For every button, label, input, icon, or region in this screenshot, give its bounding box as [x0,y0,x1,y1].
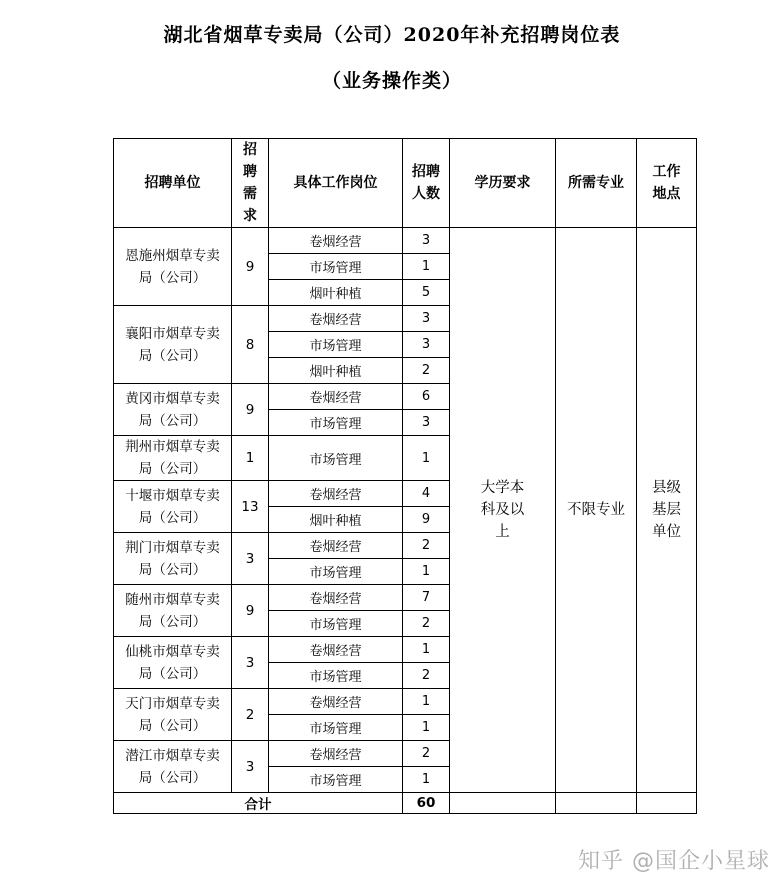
post-name: 市场管理 [269,663,403,689]
header-unit: 招聘单位 [114,139,232,228]
unit-need: 9 [232,228,269,306]
post-count: 9 [403,507,450,533]
post-name: 卷烟经营 [269,306,403,332]
post-count: 2 [403,663,450,689]
unit-need: 2 [232,689,269,741]
post-name: 烟叶种植 [269,280,403,306]
post-count: 7 [403,585,450,611]
post-name: 市场管理 [269,715,403,741]
unit-name: 十堰市烟草专卖局（公司） [114,481,232,533]
header-need: 招聘需求 [232,139,269,228]
post-name: 卷烟经营 [269,741,403,767]
post-count: 1 [403,559,450,585]
header-major: 所需专业 [556,139,637,228]
unit-name: 潜江市烟草专卖局（公司） [114,741,232,793]
post-name: 市场管理 [269,611,403,637]
post-count: 1 [403,767,450,793]
header-count: 招聘人数 [403,139,450,228]
total-empty-cell [450,793,556,814]
post-count: 1 [403,689,450,715]
unit-need: 1 [232,436,269,481]
post-name: 卷烟经营 [269,637,403,663]
post-count: 1 [403,254,450,280]
post-count: 4 [403,481,450,507]
post-count: 3 [403,306,450,332]
header-post: 具体工作岗位 [269,139,403,228]
unit-need: 9 [232,585,269,637]
total-row [114,793,697,814]
unit-name: 天门市烟草专卖局（公司） [114,689,232,741]
post-count: 1 [403,436,450,481]
post-count: 2 [403,741,450,767]
unit-need: 13 [232,481,269,533]
shared-major: 不限专业 [556,228,637,793]
shared-edu: 大学本科及以上 [450,228,556,793]
post-name: 卷烟经营 [269,689,403,715]
unit-name: 黄冈市烟草专卖局（公司） [114,384,232,436]
post-name: 烟叶种植 [269,507,403,533]
post-name: 市场管理 [269,410,403,436]
unit-name: 荆州市烟草专卖局（公司） [114,436,232,481]
post-name: 市场管理 [269,767,403,793]
post-name: 市场管理 [269,332,403,358]
post-count: 3 [403,332,450,358]
total-label: 合计 [114,793,403,814]
post-count: 1 [403,637,450,663]
post-count: 1 [403,715,450,741]
post-count: 3 [403,410,450,436]
watermark: 知乎 @国企小星球 [578,849,770,874]
post-name: 卷烟经营 [269,384,403,410]
post-name: 市场管理 [269,559,403,585]
recruitment-table [113,138,697,814]
unit-need: 8 [232,306,269,384]
post-count: 2 [403,358,450,384]
unit-name: 随州市烟草专卖局（公司） [114,585,232,637]
post-name: 卷烟经营 [269,585,403,611]
shared-place: 县级基层单位 [637,228,697,793]
header-place: 工作地点 [637,139,697,228]
post-count: 2 [403,611,450,637]
unit-need: 3 [232,533,269,585]
post-count: 3 [403,228,450,254]
post-count: 2 [403,533,450,559]
total-empty-cell [556,793,637,814]
post-name: 市场管理 [269,436,403,481]
post-name: 卷烟经营 [269,228,403,254]
unit-need: 3 [232,741,269,793]
unit-need: 9 [232,384,269,436]
document-title: 湖北省烟草专卖局（公司）2020年补充招聘岗位表 [163,24,621,46]
total-empty-cell [637,793,697,814]
table-row [114,228,697,254]
unit-name: 荆门市烟草专卖局（公司） [114,533,232,585]
post-name: 卷烟经营 [269,533,403,559]
post-count: 6 [403,384,450,410]
header-row [114,139,697,228]
header-edu: 学历要求 [450,139,556,228]
unit-name: 恩施州烟草专卖局（公司） [114,228,232,306]
unit-name: 仙桃市烟草专卖局（公司） [114,637,232,689]
post-name: 卷烟经营 [269,481,403,507]
post-name: 烟叶种植 [269,358,403,384]
post-name: 市场管理 [269,254,403,280]
unit-name: 襄阳市烟草专卖局（公司） [114,306,232,384]
unit-need: 3 [232,637,269,689]
document-subtitle: （业务操作类） [321,70,462,92]
total-value: 60 [403,793,450,814]
post-count: 5 [403,280,450,306]
